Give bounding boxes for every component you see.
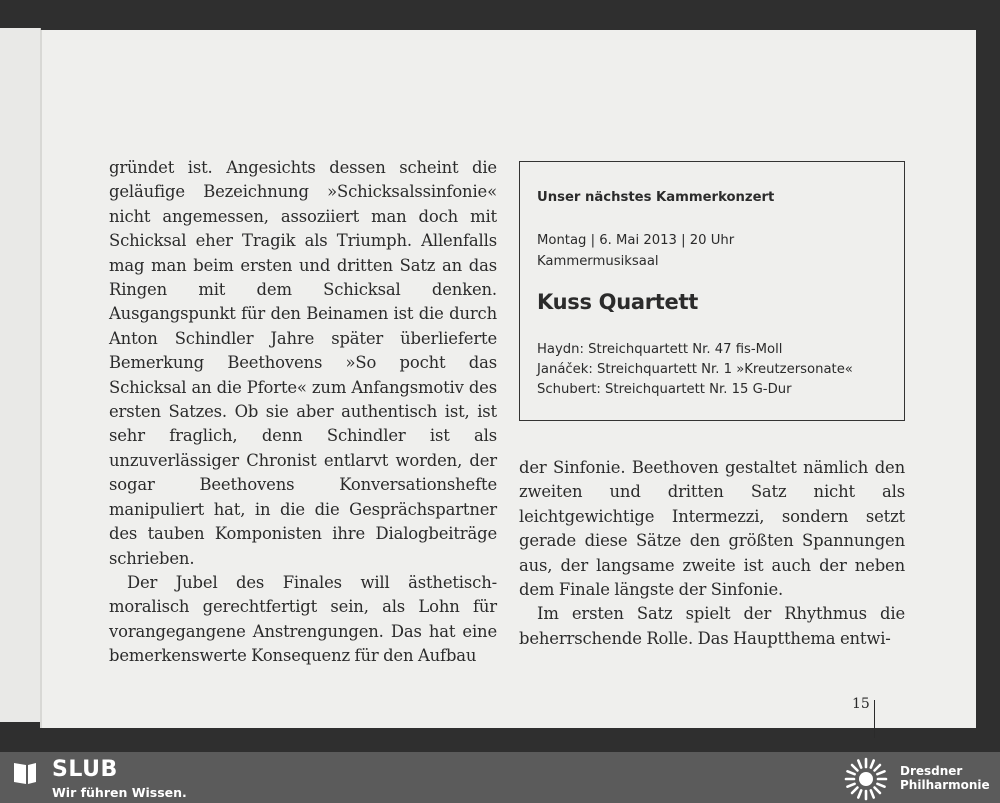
philharmonie-sunburst-icon [842, 755, 890, 803]
page-number: 15 [852, 696, 870, 712]
slub-book-icon [12, 760, 38, 786]
left-text-column [109, 156, 497, 669]
footer-bar [0, 752, 1000, 803]
slub-tagline: Wir führen Wissen. [52, 785, 187, 800]
concert-venue: Kammermusiksaal [537, 254, 659, 269]
right-paragraph-1: der Sinfonie. Beethoven gestaltet nämlich den zweiten und dritten Satz nicht als leichtgewichtige Intermezzi, sondern setzt gerade diese Sätze den größten Spannungen aus, der langsame zweite ist auch der neben dem Finale längste der Sinfonie. [519, 458, 905, 600]
concert-program [537, 340, 853, 400]
concert-title: Kuss Quartett [537, 290, 698, 314]
program-item: Schubert: Streichquartett Nr. 15 G-Dur [537, 382, 792, 397]
concert-date-block [537, 230, 734, 272]
concert-heading: Unser nächstes Kammerkonzert [537, 190, 775, 205]
philharmonie-line-2: Philharmonie [900, 778, 990, 792]
page-number-rule [874, 700, 875, 738]
next-concert-box [519, 161, 905, 421]
left-paragraph-2: Der Jubel des Finales will ästhetisch-moralisch gerechtfertigt sein, als Lohn für vorangegangene Anstrengungen. Das hat eine bemerkenswerte Konsequenz für den Aufbau [109, 572, 497, 666]
slub-logo-text[interactable]: SLUB [52, 757, 118, 782]
concert-date: Montag | 6. Mai 2013 | 20 Uhr [537, 233, 735, 248]
program-item: Janáček: Streichquartett Nr. 1 »Kreutzersonate« [537, 362, 853, 377]
right-text-column [519, 456, 905, 651]
left-paragraph-1: gründet ist. Angesichts dessen scheint die geläufige Bezeichnung »Schicksalssinfonie« nicht angemessen, assoziiert man doch mit Schicksal eher Tragik als Triumph. Allenfalls mag man beim ersten und dritten Satz an das Ringen mit dem Schicksal denken. Ausgangspunkt für den Beinamen ist die durch Anton Schindler Jahre später überlieferte Bemerkung Beethovens »So pocht das Schicksal an die Pforte« zum Anfangsmotiv des ersten Satzes. Ob sie aber authentisch ist, ist sehr fraglich, denn Schindler ist als unzuverlässiger Chronist entlarvt worden, der sogar Beethovens Konversationshefte manipuliert hat, in die die Gesprächspartner des tauben Komponisten ihre Dialogbeiträge schrieben. [109, 158, 497, 568]
program-item: Haydn: Streichquartett Nr. 47 fis-Moll [537, 342, 783, 357]
philharmonie-logo-text[interactable] [900, 764, 990, 792]
previous-page-edge [0, 28, 41, 722]
philharmonie-line-1: Dresdner [900, 764, 963, 778]
right-paragraph-2: Im ersten Satz spielt der Rhythmus die beherrschende Rolle. Das Hauptthema entwi- [519, 604, 905, 648]
